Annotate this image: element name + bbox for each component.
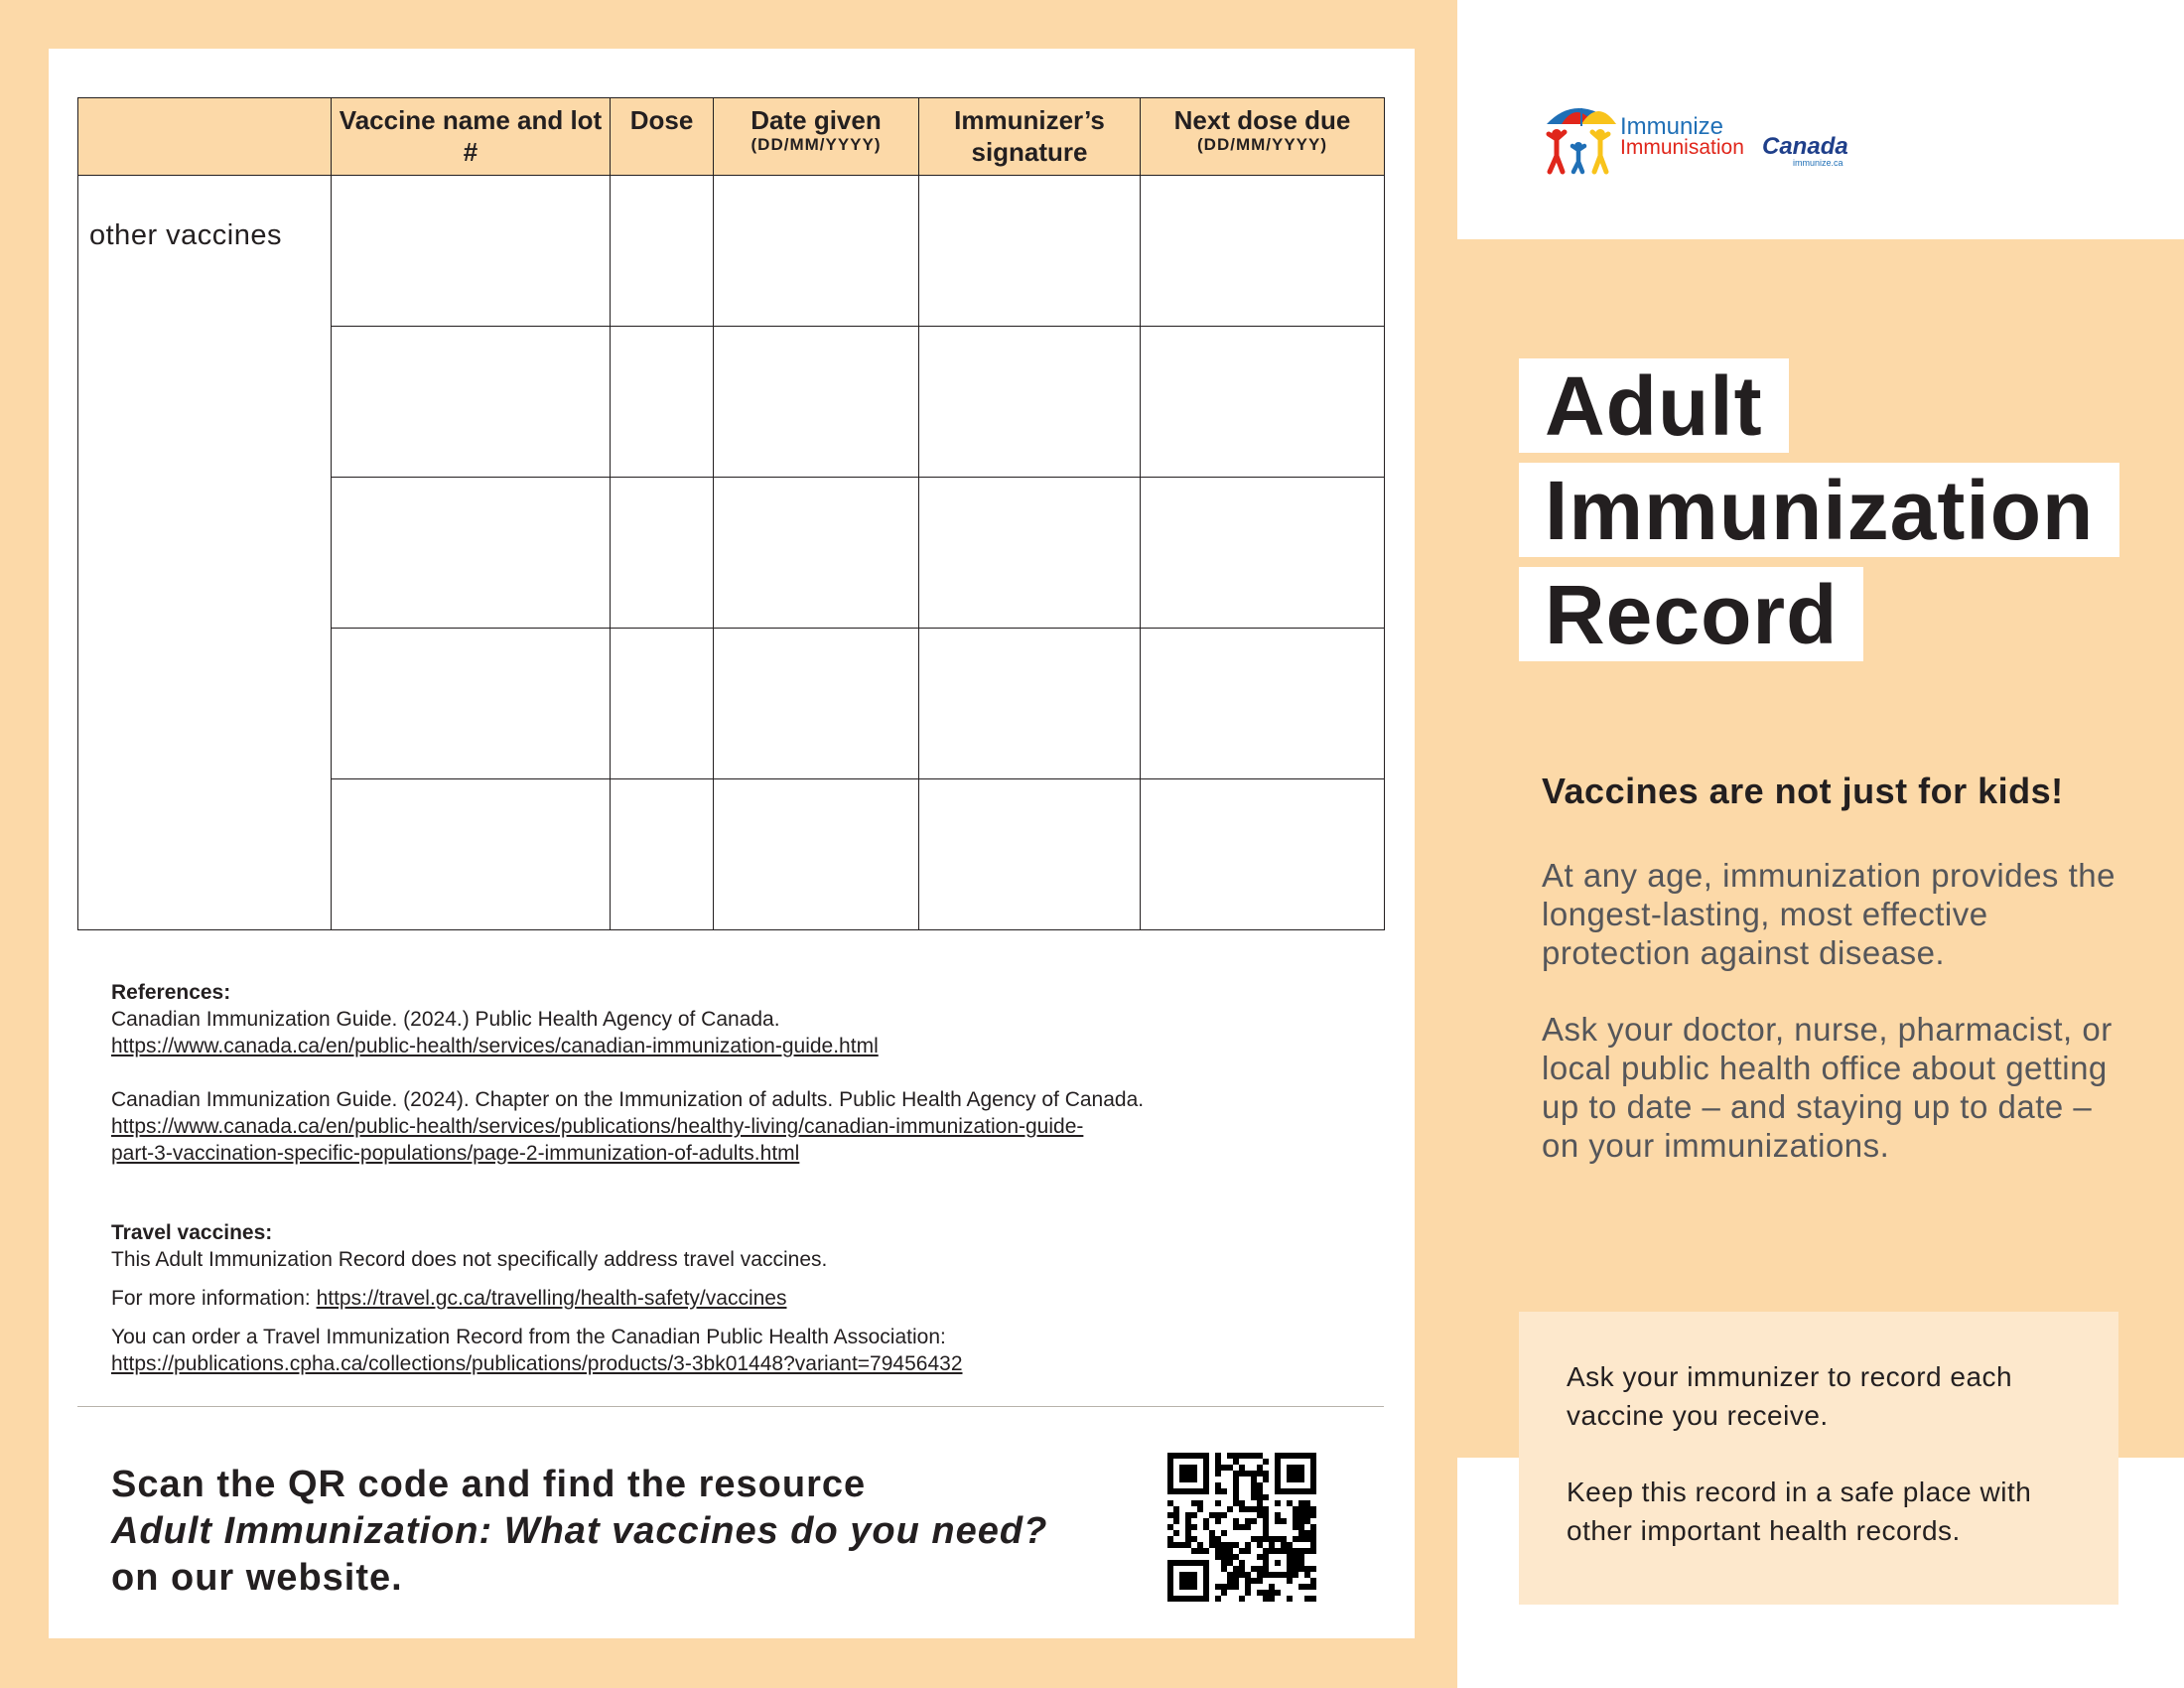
reference-2-text: Canadian Immunization Guide. (2024). Chapter on the Immunization of adults. Public Health Agency of Canada. <box>111 1088 1145 1111</box>
next-dose-cell[interactable] <box>1141 629 1385 779</box>
signature-cell[interactable] <box>919 176 1141 327</box>
dose-cell[interactable] <box>611 327 714 478</box>
dose-cell[interactable] <box>611 478 714 629</box>
header-dose: Dose <box>611 98 714 176</box>
logo-canada-text: Canada <box>1762 133 1848 160</box>
signature-cell[interactable] <box>919 478 1141 629</box>
next-dose-cell[interactable] <box>1141 478 1385 629</box>
reference-2-link-line1[interactable]: https://www.canada.ca/en/public-health/services/publications/healthy-living/canadian-immunization-guide- <box>111 1115 1084 1138</box>
table-header-row <box>78 98 1385 176</box>
note-box <box>1519 1312 2118 1605</box>
reference-2-link[interactable] <box>111 1113 1382 1167</box>
qr-code[interactable] <box>1167 1453 1316 1602</box>
vaccine-name-cell[interactable] <box>332 176 611 327</box>
header-next-dose-due: Next dose due (DD/MM/YYYY) <box>1141 98 1385 176</box>
record-page <box>49 49 1415 1638</box>
logo-url-text: immunize.ca <box>1793 158 1843 168</box>
travel-order-link[interactable]: https://publications.cpha.ca/collections/publications/products/3-3bk01448?variant=79456432 <box>111 1352 963 1375</box>
travel-vaccines-section <box>111 1219 1382 1377</box>
reference-1-text: Canadian Immunization Guide. (2024.) Public Health Agency of Canada. <box>111 1008 780 1031</box>
vaccine-name-cell[interactable] <box>332 327 611 478</box>
logo-area <box>1457 0 2184 239</box>
dose-cell[interactable] <box>611 779 714 930</box>
resource-title: Adult Immunization: What vaccines do you need? <box>111 1510 1048 1552</box>
body-paragraph-1: At any age, immunization provides the longest-lasting, most effective protection against disease. <box>1542 857 2116 971</box>
travel-note: This Adult Immunization Record does not specifically address travel vaccines. <box>111 1248 828 1271</box>
note-paragraph-1: Ask your immunizer to record each vaccine you receive. <box>1567 1361 2013 1431</box>
signature-cell[interactable] <box>919 629 1141 779</box>
header-date-given: Date given (DD/MM/YYYY) <box>714 98 919 176</box>
next-dose-cell[interactable] <box>1141 327 1385 478</box>
next-dose-cell[interactable] <box>1141 176 1385 327</box>
travel-more-info: For more information: https://travel.gc.ca/travelling/health-safety/vaccines <box>111 1287 787 1310</box>
signature-cell[interactable] <box>919 779 1141 930</box>
logo-immunisation-text: Immunisation <box>1620 136 1744 159</box>
date-given-cell[interactable] <box>714 176 919 327</box>
immunize-canada-logo[interactable] <box>1537 94 1864 184</box>
vaccine-name-cell[interactable] <box>332 629 611 779</box>
references-label: References: <box>111 981 231 1004</box>
travel-label: Travel vaccines: <box>111 1221 273 1244</box>
header-vaccine-name: Vaccine name and lot # <box>332 98 611 176</box>
reference-2-link-line2[interactable]: part-3-vaccination-specific-populations/page-2-immunization-of-adults.html <box>111 1142 800 1165</box>
note-paragraph-2: Keep this record in a safe place with other important health records. <box>1567 1477 2032 1546</box>
divider <box>77 1406 1384 1407</box>
header-immunizer-signature: Immunizer’s signature <box>919 98 1141 176</box>
vaccine-name-cell[interactable] <box>332 779 611 930</box>
reference-1-link[interactable]: https://www.canada.ca/en/public-health/services/canadian-immunization-guide.html <box>111 1035 879 1057</box>
body-paragraph-2: Ask your doctor, nurse, pharmacist, or local public health office about getting up to date – and staying up to date – on your immunizations. <box>1542 1011 2113 1164</box>
header-blank <box>78 98 332 176</box>
references-section <box>111 979 1382 1167</box>
signature-cell[interactable] <box>919 327 1141 478</box>
date-given-cell[interactable] <box>714 327 919 478</box>
date-given-cell[interactable] <box>714 779 919 930</box>
tagline: Vaccines are not just for kids! <box>1542 771 2064 811</box>
table-row <box>78 176 1385 327</box>
date-given-cell[interactable] <box>714 478 919 629</box>
next-dose-cell[interactable] <box>1141 779 1385 930</box>
travel-more-info-link[interactable]: https://travel.gc.ca/travelling/health-safety/vaccines <box>316 1287 787 1310</box>
row-label-other-vaccines: other vaccines <box>78 176 332 930</box>
title-adult: Adult <box>1519 358 1789 453</box>
travel-order-text: You can order a Travel Immunization Record from the Canadian Public Health Association: <box>111 1326 946 1348</box>
vaccine-name-cell[interactable] <box>332 478 611 629</box>
title-immunization: Immunization <box>1519 463 2119 557</box>
dose-cell[interactable] <box>611 176 714 327</box>
logo-immunize-text: Immunize <box>1620 113 1724 140</box>
immunization-record-table <box>77 97 1385 930</box>
title-record: Record <box>1519 567 1863 661</box>
scan-qr-message: Scan the QR code and find the resource Adult Immunization: What vaccines do you need? on our website. <box>111 1462 1154 1602</box>
dose-cell[interactable] <box>611 629 714 779</box>
date-given-cell[interactable] <box>714 629 919 779</box>
